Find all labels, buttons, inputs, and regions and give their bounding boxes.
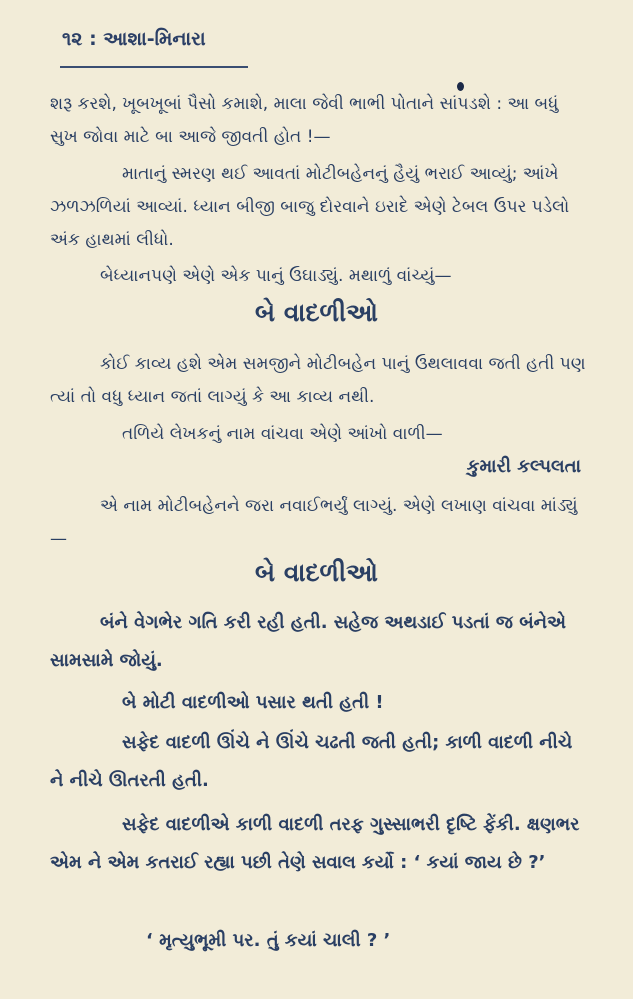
- paragraph-2: માતાનું સ્મરણ થઈ આવતાં મોટીબહેનનું હૈયું ભરાઈ આવ્યું; આંખે ઝળઝળિયાં આવ્યાં. ધ્યાન બીજી બાજુ દોરવાને ઇરાદે એણે ટેબલ ઉપર પડેલો અંક હાથમાં લીધો.: [50, 164, 570, 250]
- header-underline: [60, 66, 248, 68]
- paragraph-6: એ નામ મોટીબહેનને જરા નવાઈભર્યું લાગ્યું. એણે લખાણ વાંચવા માંડ્યું—: [50, 496, 578, 549]
- story-title-1: બે વાદળીઓ: [255, 298, 378, 327]
- story-paragraph-3: સફેદ વાદળી ઊંચે ને ઊંચે ચઢતી જતી હતી; કાળી વાદળી નીચે ને નીચે ઊતરતી હતી.: [50, 732, 573, 791]
- paragraph-5: તળિયે લેખકનું નામ વાંચવા એણે આંખો વાળી—: [122, 424, 443, 444]
- story-paragraph-1: બંને વેગભેર ગતિ કરી રહી હતી. સહેજ અથડાઈ પડતાં જ બંનેએ સામસામે જોયું.: [50, 612, 567, 671]
- page-header: ૧૨ : આશા-મિનારા: [62, 28, 206, 50]
- story-title-2: બે વાદળીઓ: [255, 558, 378, 587]
- story-paragraph-2: બે મોટી વાદળીઓ પસાર થતી હતી !: [122, 692, 384, 713]
- paragraph-3: બેધ્યાનપણે એણે એક પાનું ઉઘાડ્યું. મથાળું વાંચ્યું—: [100, 266, 452, 286]
- story-paragraph-4: સફેદ વાદળીએ કાળી વાદળી તરફ ગુસ્સાભરી દૃષ્ટિ ફેંકી. ક્ષણભર એમ ને એમ કતરાઈ રહ્યા પછી તેણે સવાલ કર્યો : ‘ કયાં જાય છે ?’: [50, 814, 580, 873]
- author-name: કુમારી કલ્પલતા: [466, 456, 581, 477]
- story-paragraph-5: ‘ મૃત્યુભૂમી પર. તું કયાં ચાલી ? ’: [146, 930, 391, 951]
- paragraph-1: શરૂ કરશે, ખૂબખૂબાં પૈસો કમાશે, માલા જેવી ભાભી પોતાને સાંપડશે : આ બધું સુખ જોવા માટે બા આજે જીવતી હોત !—: [50, 94, 559, 147]
- paragraph-4: કોઈ કાવ્ય હશે એમ સમજીને મોટીબહેન પાનું ઉથલાવવા જતી હતી પણ ત્યાં તો વધુ ધ્યાન જતાં લાગ્યું કે આ કાવ્ય નથી.: [50, 354, 586, 407]
